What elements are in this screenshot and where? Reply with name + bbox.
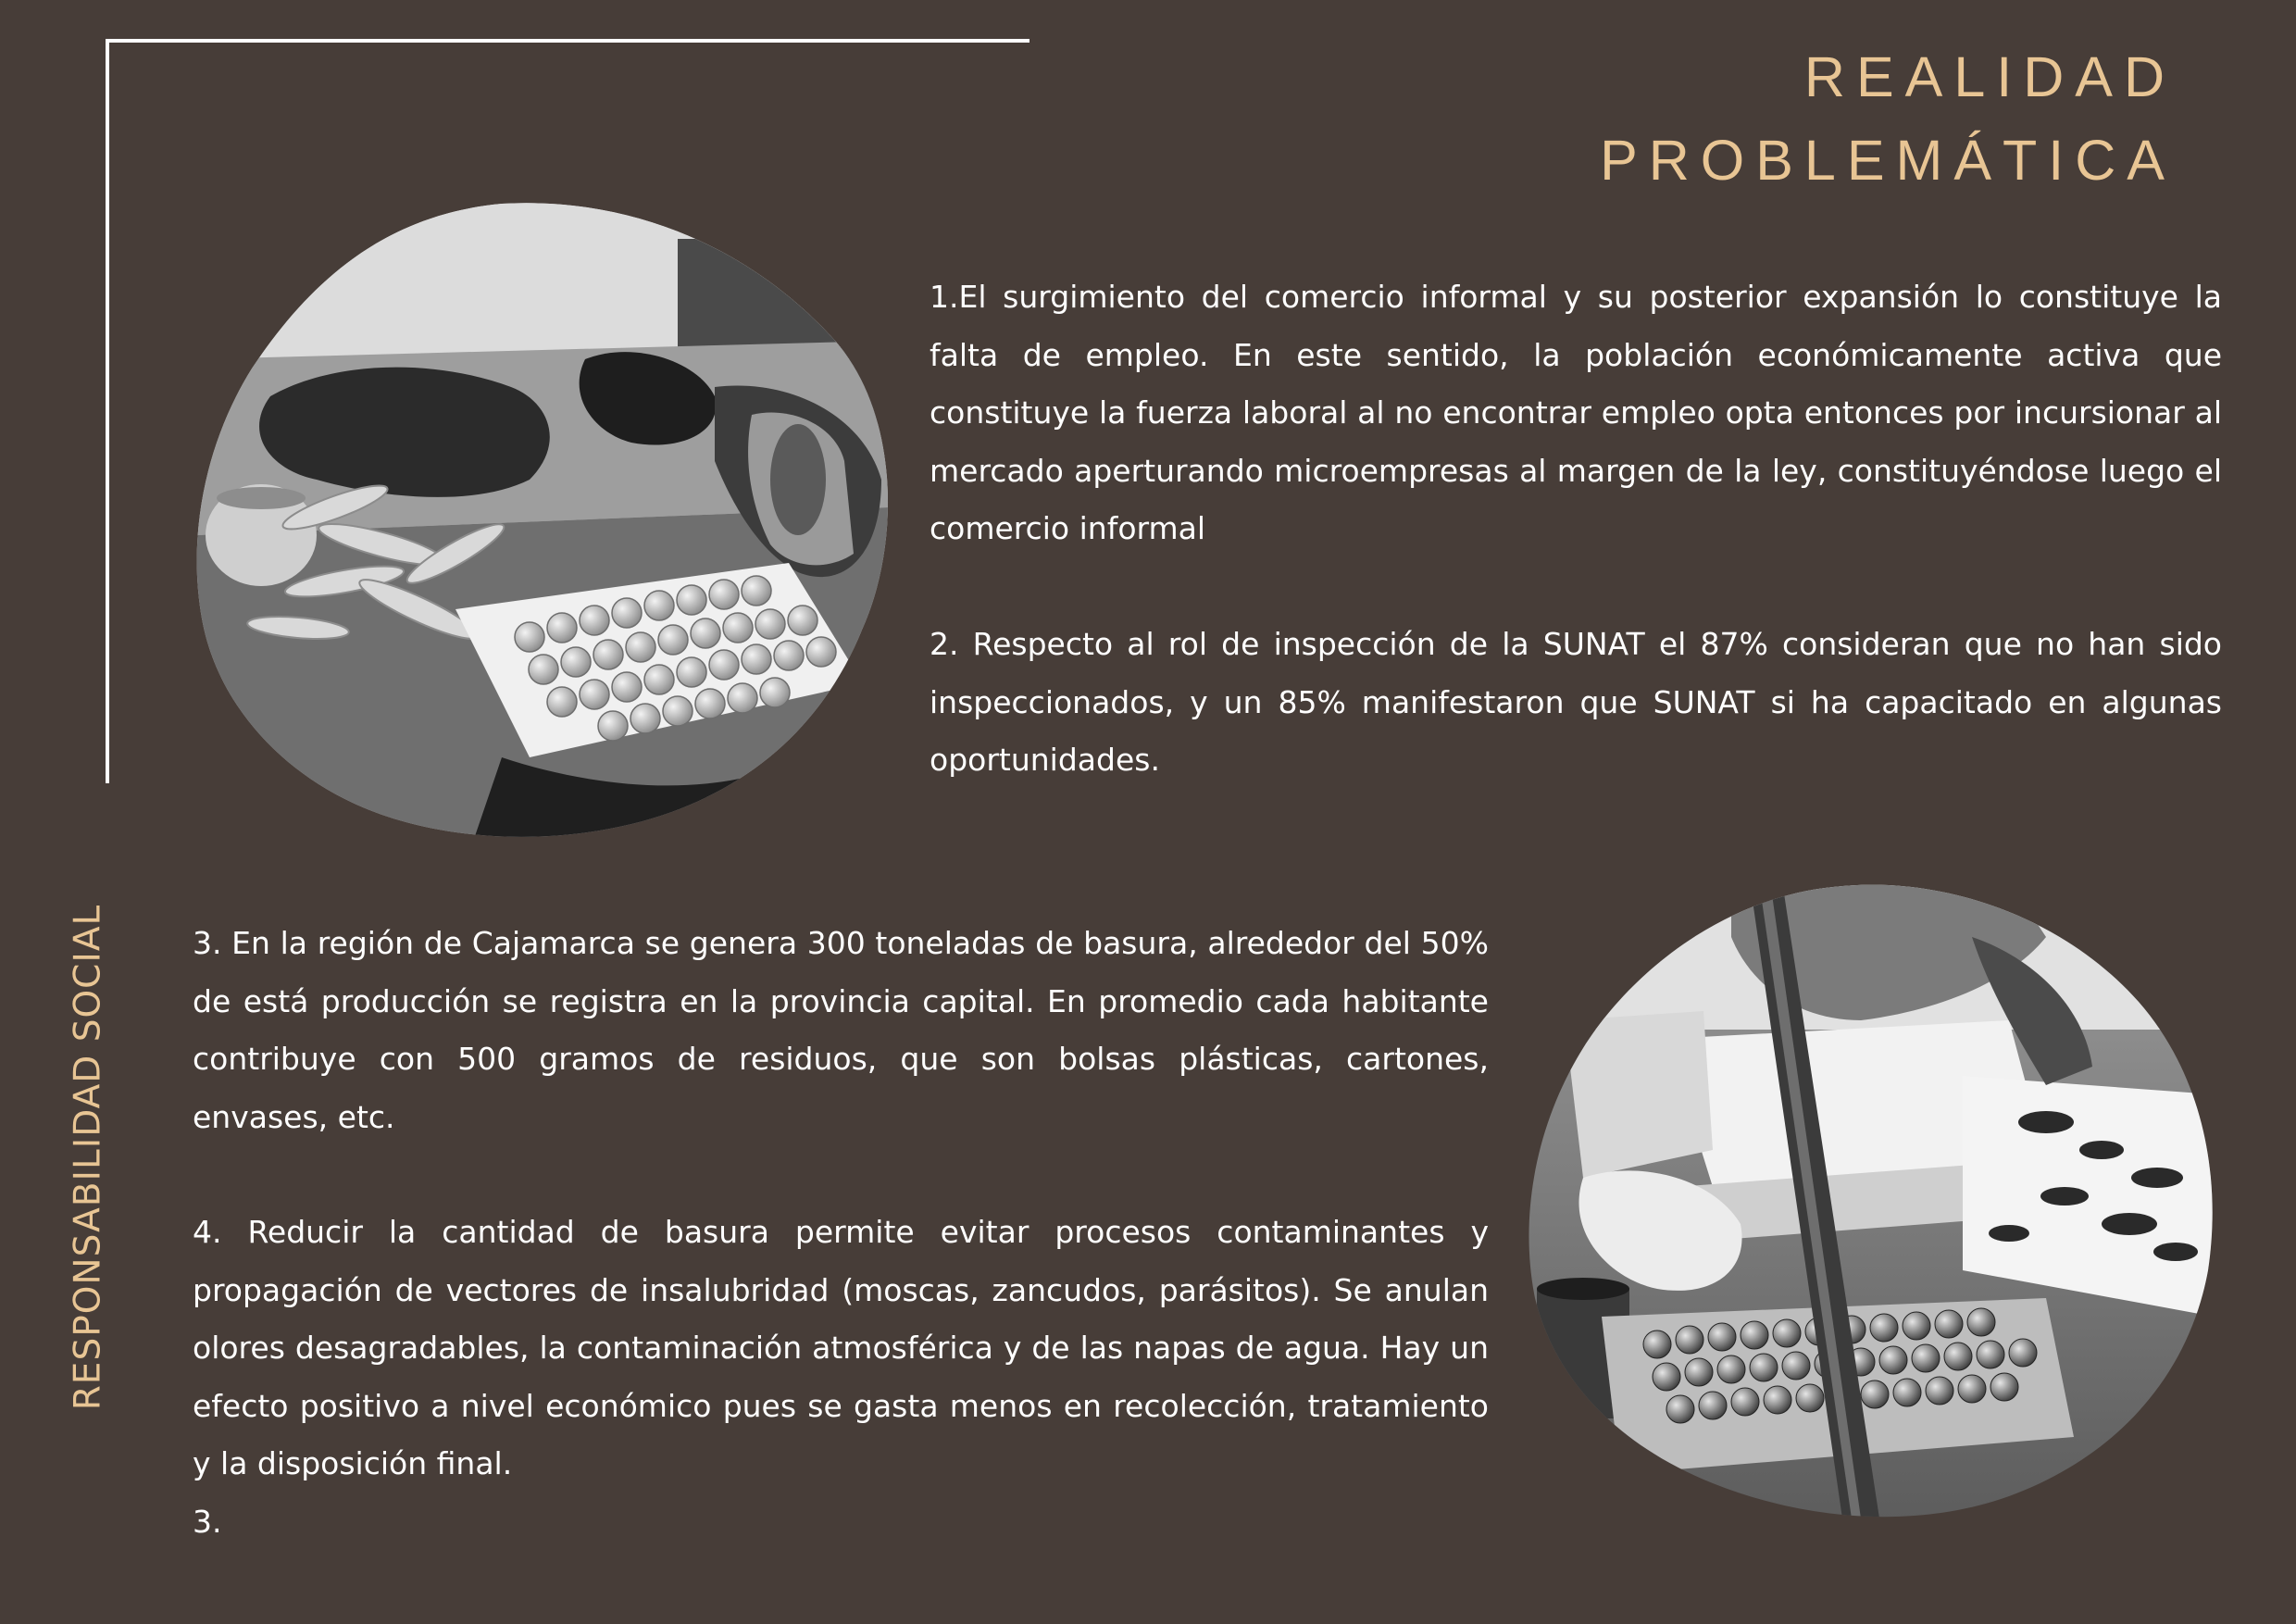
frame-line-top xyxy=(106,39,1029,43)
title-line-2: PROBLEMÁTICA xyxy=(1600,129,2176,192)
frame-line-left xyxy=(106,39,109,783)
title-line-1: REALIDAD xyxy=(1803,45,2176,108)
paragraph-3: 3. En la región de Cajamarca se genera 300 toneladas de basura, alrededor del 50% de está producción se registra en la provincia capital. En promedio cada habitante contribuye con 500 gramos de residuos, que son bolsas plásticas, cartones, envases, etc. xyxy=(193,925,1489,1135)
side-label: RESPONSABILIDAD SOCIAL xyxy=(67,904,109,1411)
paragraph-2: 2. Respecto al rol de inspección de la SUNAT el 87% consideran que no han sido inspeccionados, y un 85% manifestaron que SUNAT si ha capacitado en algunas oportunidades. xyxy=(930,626,2222,778)
paragraph-4: 4. Reducir la cantidad de basura permite evitar procesos contaminantes y propagación de vectores de insalubridad (moscas, zancudos, parásitos). Se anulan olores desagradables, la contaminación atmosférica y de las napas de agua. Hay un efecto positivo a nivel económico pues se gasta menos en recolección, tratamiento y la disposición final. xyxy=(193,1214,1489,1481)
paragraph-5: 3. xyxy=(193,1504,222,1540)
paragraph-1: 1.El surgimiento del comercio informal y su posterior expansión lo constituye la falta de empleo. En este sentido, la población económicamente activa que constituye la fuerza laboral al no encontrar empleo opta entonces por incursionar al mercado aperturando microempresas al margen de la ley, constituyéndose luego el comercio informal xyxy=(930,279,2222,546)
market-photo-2 xyxy=(1528,881,2215,1518)
page-title xyxy=(1600,35,2176,202)
market-photo-1 xyxy=(196,202,889,839)
